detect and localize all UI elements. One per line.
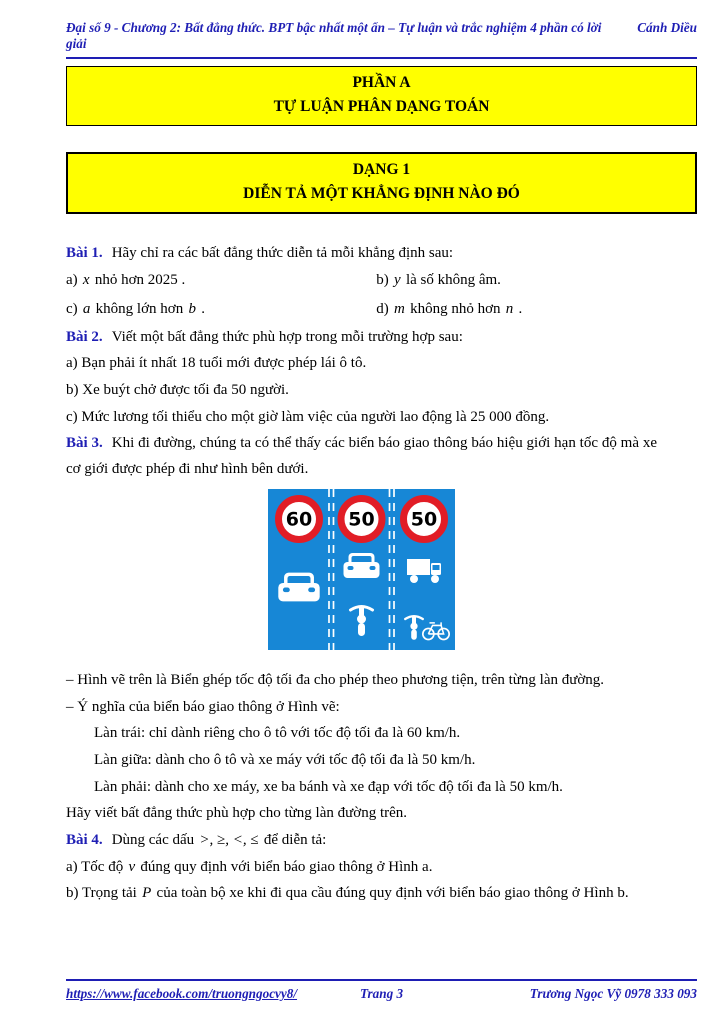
page-number: Trang 3 — [359, 986, 404, 1001]
exercise-4-label: Bài 4. — [66, 832, 103, 849]
exercise-1-intro: Hãy chỉ ra các bất đẳng thức diễn tả mỗi khẳng định sau: — [111, 245, 454, 261]
exercise-3-intro: Khi đi đường, chúng ta có thể thấy các biển báo giao thông báo hiệu giới hạn tốc độ mà xe cơ giới được phép đi như hình bên dưới. — [66, 435, 657, 477]
exercise-2-item-a: a) Bạn phải ít nhất 18 tuổi mới được phép lái ô tô. — [66, 355, 367, 372]
speed-limit-sign-middle — [341, 498, 382, 539]
exercise-1-items-row-1 — [66, 268, 657, 295]
exercise-2-label: Bài 2. — [66, 328, 103, 345]
traffic-sign-image — [268, 489, 455, 650]
traffic-sign-figure — [66, 489, 657, 655]
speed-limit-sign-left — [279, 498, 320, 539]
speed-limit-right-value: 50 — [410, 508, 438, 531]
car-icon — [278, 572, 319, 601]
footer-rule — [66, 979, 697, 981]
exercise-1-item-d: d) m không nhỏ hơn n . — [376, 300, 523, 317]
lane-middle-description: Làn giữa: dành cho ô tô và xe máy với tốc độ tối đa là 50 km/h. — [94, 751, 476, 768]
speed-limit-middle-value: 50 — [348, 508, 375, 531]
figure-note-1: – Hình vẽ trên là Biển ghép tốc độ tối đa cho phép theo phương tiện, trên từng làn đường. — [66, 671, 605, 688]
lane-left-description: Làn trái: chỉ dành riêng cho ô tô với tốc độ tối đa là 60 km/h. — [94, 725, 461, 742]
exercise-1-label: Bài 1. — [66, 245, 103, 261]
footer-author: Trương Ngọc Vỹ 0978 333 093 — [529, 986, 697, 1001]
section-a-line2: TỰ LUẬN PHÂN DẠNG TOÁN — [273, 98, 490, 115]
exercise-4-heading — [66, 828, 657, 853]
exercise-4-item-b: b) Trọng tải P của toàn bộ xe khi đi qua cầu đúng quy định với biển báo giao thông ở Hình b. — [66, 885, 629, 902]
section-a-banner — [66, 66, 697, 126]
exercise-2-heading — [66, 325, 657, 350]
speed-limit-sign-right — [404, 498, 445, 539]
exercise-3-heading — [66, 431, 657, 481]
exercise-1-item-c: c) a không lớn hơn b . — [66, 300, 205, 317]
exercise-2-item-b: b) Xe buýt chở được tối đa 50 người. — [66, 382, 289, 399]
exercise-1-items-row-2 — [66, 297, 657, 324]
figure-note-2: – Ý nghĩa của biển báo giao thông ở Hình vẽ: — [66, 698, 340, 715]
header-title: Đại số 9 - Chương 2: Bất đẳng thức. BPT bậc nhất một ẩn – Tự luận và trắc nghiệm 4 phần có lời giải — [66, 20, 602, 51]
exercise-4-item-a: a) Tốc độ v đúng quy định với biển báo giao thông ở Hình a. — [66, 858, 433, 875]
exercise-1-item-b: b) y là số không âm. — [376, 272, 501, 289]
lane-right-description: Làn phải: dành cho xe máy, xe ba bánh và xe đạp với tốc độ tối đa là 50 km/h. — [94, 778, 563, 795]
footer-facebook-link[interactable]: https://www.facebook.com/truongngocvy8/ — [66, 986, 298, 1001]
header-brand: Cánh Diều — [637, 20, 697, 35]
car-icon — [344, 553, 380, 578]
section-a-line1: PHẦN A — [352, 74, 411, 91]
exercise-3-label: Bài 3. — [66, 435, 103, 452]
exercise-1-item-a: a) x nhỏ hơn 2025 . — [66, 272, 186, 289]
page-footer — [66, 979, 697, 1002]
exercise-1-heading — [66, 241, 657, 266]
speed-limit-left-value: 60 — [285, 508, 313, 531]
dang-1-line2: DIỄN TẢ MỘT KHẲNG ĐỊNH NÀO ĐÓ — [243, 185, 520, 202]
exercise-3-question: Hãy viết bất đẳng thức phù hợp cho từng làn đường trên. — [66, 805, 408, 822]
page-header — [66, 20, 697, 59]
exercise-2-intro: Viết một bất đẳng thức phù hợp trong mỗi trường hợp sau: — [111, 328, 463, 345]
footer-row — [66, 986, 697, 1002]
dang-1-line1: DẠNG 1 — [352, 161, 411, 178]
exercise-2-item-c: c) Mức lương tối thiểu cho một giờ làm việc của người lao động là 25 000 đồng. — [66, 408, 550, 425]
dang-1-banner — [66, 152, 697, 214]
document-body — [66, 241, 697, 907]
exercise-4-intro: Dùng các dấu >, ≥, <, ≤ để diễn tả: — [111, 832, 327, 849]
